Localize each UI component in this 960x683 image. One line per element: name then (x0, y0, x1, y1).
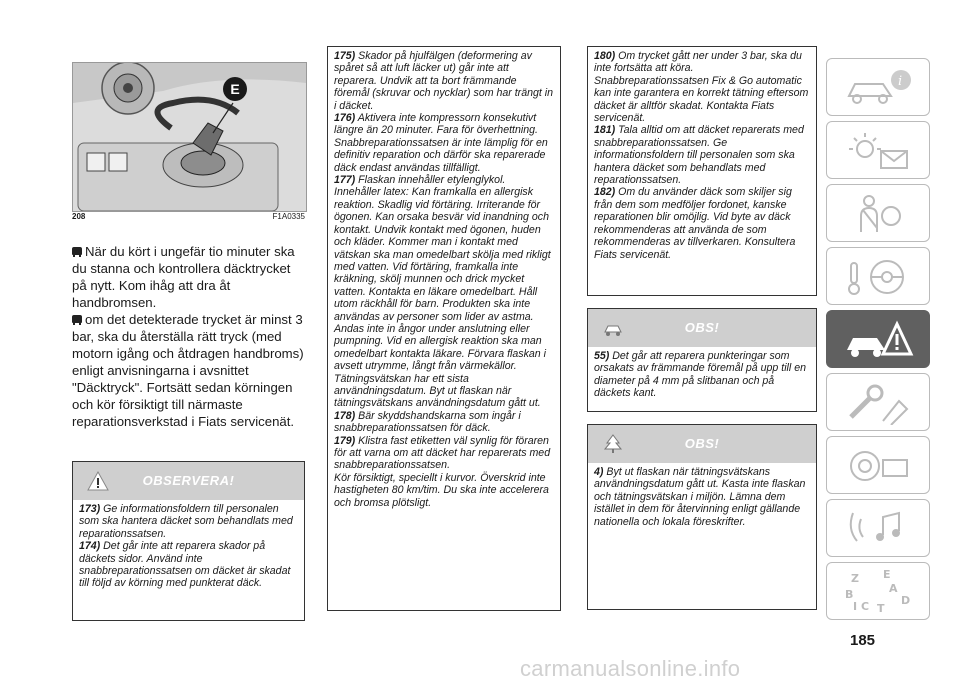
figure-photo (72, 62, 307, 212)
obs-header-1 (588, 309, 816, 347)
obs-body-1 (588, 347, 816, 400)
obs-box-2 (587, 424, 817, 610)
page-number: 185 (850, 632, 876, 649)
chapter-sidebar (826, 58, 932, 625)
note-176: 176) Aktivera inte kompressorn konsekutivt längre än 20 minuter. Fara för överhettning. Snabbreparationssatsen är inte lämplig för en definitiv reparation och därför ska reparerade däck endast användas tillfälligt. (334, 112, 548, 174)
note-177: 177) Flaskan innehåller etylenglykol. Innehåller latex: Kan framkalla en allergisk reaktion. Skadlig vid förtäring. Irriterande för ögonen. Kan orsaka besvär vid inandning och kontakt. Undvik kontakt med ögonen, huden och kläder. Kommer man i kontakt med vätskan ska man omedelbart skölja med rikligt med vatten. Vid förtäring, framkalla inte kräkning, skölj munnen och drick mycket vatten. Kontakta en läkare omedelbart. Håll utom räckhåll för barn. Produkten ska inte användas av personer som lider av astma. Andas inte in ångor under anslutning eller pumpning. Vid en allergisk reaktion ska man omedelbart kontakta läkare. Förvara flaskan i avsett utrymme, långt från värmekällor. Tätningsvätskan har ett sista användningsdatum. Byt ut flaskan när tätningsvätskans användningsdatum gått ut. (334, 174, 551, 410)
note-55: 55) Det går att reparera punkteringar som orsakats av främmande föremål på upp till en diameter på 4 mm på slitbanan och på däckets kant. (594, 350, 806, 400)
note-179: 179) Klistra fast etiketten väl synlig för föraren för att varna om att däcket har reparerats med snabbreparationssatsen. (334, 434, 551, 472)
obs-header-2 (588, 425, 816, 463)
note-181: 181) Tala alltid om att däcket reparerats med snabbreparationssatsen. Ge informationsfoldern till personalen som ska hantera däcket som behandlats med reparationssatsen. (594, 124, 804, 187)
observera-body (73, 500, 304, 590)
figure-code: F1A0335 (272, 212, 305, 221)
observera-box (72, 461, 305, 621)
note-182: 182) Om du använder däck som skiljer sig från dem som medföljer fordonet, kanske reparationen blir omöjlig. Vid byte av däck rekommenderas att använda de som rekommenderas av tillverkaren. Konsultera Fiats servicenät. (594, 186, 796, 261)
note-178: 178) Bär skyddshandskarna som ingår i snabbreparationssatsen för däck. (334, 409, 521, 435)
warning-continuation-box (327, 46, 561, 611)
obs-title-1: OBS! (684, 320, 720, 335)
alphabetical-index-icon (843, 570, 915, 614)
tab-in-an-emergency[interactable] (826, 310, 930, 368)
maintenance-wrench-icon (843, 381, 915, 425)
multimedia-icon (843, 507, 915, 551)
paragraph-1: När du kört i ungefär tio minuter ska du stanna och kontrollera däcktrycket på nytt. Kom ihåg att dra åt handbromsen. (72, 244, 295, 310)
tab-warning-lights[interactable] (826, 121, 930, 179)
index-letter: B (845, 588, 854, 601)
car-bullet-icon (72, 247, 82, 255)
obs-box-1 (587, 308, 817, 412)
seat-belt-airbag-icon (843, 192, 915, 236)
obs-title-2: OBS! (684, 436, 720, 451)
index-letter: I (853, 600, 858, 613)
tab-technical-data[interactable] (826, 436, 930, 494)
col3-body (588, 47, 816, 261)
tab-starting-driving[interactable] (826, 247, 930, 305)
tab-car-info[interactable] (826, 58, 930, 116)
watermark: carmanualsonline.info (520, 656, 741, 681)
figure-number: 208 (72, 212, 86, 221)
col2-body (328, 47, 560, 509)
observera-title: OBSERVERA! (142, 473, 235, 488)
index-letter: T (877, 602, 885, 614)
index-letter: E (883, 570, 891, 581)
tab-safety[interactable] (826, 184, 930, 242)
tire-repair-kit-illustration (73, 63, 306, 211)
tab-multimedia[interactable] (826, 499, 930, 557)
column-1-text (72, 243, 305, 430)
index-letter: Z (851, 572, 859, 585)
note-175: 175) Skador på hjulfälgen (deformering av spåret så att luft läcker ut) går inte att reparera. Undvik att ta bort främmande föremål (skruvar och nycklar) som har trängt in i däcket. (334, 50, 554, 112)
svg-text:i: i (898, 74, 903, 89)
note-174: 174) Det går inte att reparera skador på däckets sidor. Använd inte snabbreparationssatsen om däcket är skadat till följd av körning med punkterat däck. (79, 540, 291, 590)
index-letter: D (901, 594, 911, 607)
key-steering-wheel-icon (843, 255, 915, 299)
car-bullet-icon (72, 315, 82, 323)
car-info-icon (843, 66, 915, 110)
note-179-cont: Kör försiktigt, speciellt i kurvor. Överskrid inte hastigheten 80 km/tim. Du ska inte accelerera och bromsa plötsligt. (334, 471, 549, 509)
technical-data-icon (843, 444, 915, 488)
warning-continuation-box-2 (587, 46, 817, 296)
note-180: 180) Om trycket gått ner under 3 bar, ska du inte fortsätta att köra. Snabbreparationssatsen Fix & Go automatic kan inte garantera en korrekt tätning eftersom däcket är alltför skadat. Kontakta Fiats servicenät. (594, 50, 809, 125)
car-breakdown-icon (843, 318, 915, 362)
note-173: 173) Ge informationsfoldern till personalen som ska hantera däcket som behandlats med reparationssatsen. (79, 503, 293, 540)
obs-body-2 (588, 463, 816, 528)
warning-lights-icon (843, 129, 915, 173)
index-letter: C (861, 600, 870, 613)
note-4: 4) Byt ut flaskan när tätningsvätskans användningsdatum gått ut. Kasta inte flaskan och tätningsvätskan i miljön. Lämna dem istället in dem för återvinning enligt gällande nationella och lokala föreskrifter. (594, 466, 806, 528)
tab-index[interactable] (826, 562, 930, 620)
figure-callout-e: E (223, 77, 247, 101)
observera-header (73, 462, 304, 500)
tab-maintenance[interactable] (826, 373, 930, 431)
paragraph-2: om det detekterade trycket är minst 3 bar, ska du återställa rätt tryck (med motorn igång och åtdragen handbroms) enligt anvisningarna i avsnittet "Däcktryck". Fortsätt sedan körningen och kör försiktigt till närmaste reparationsverkstad i Fiats servicenät. (72, 312, 304, 429)
figure-caption (72, 212, 305, 221)
index-letter: A (889, 582, 898, 595)
